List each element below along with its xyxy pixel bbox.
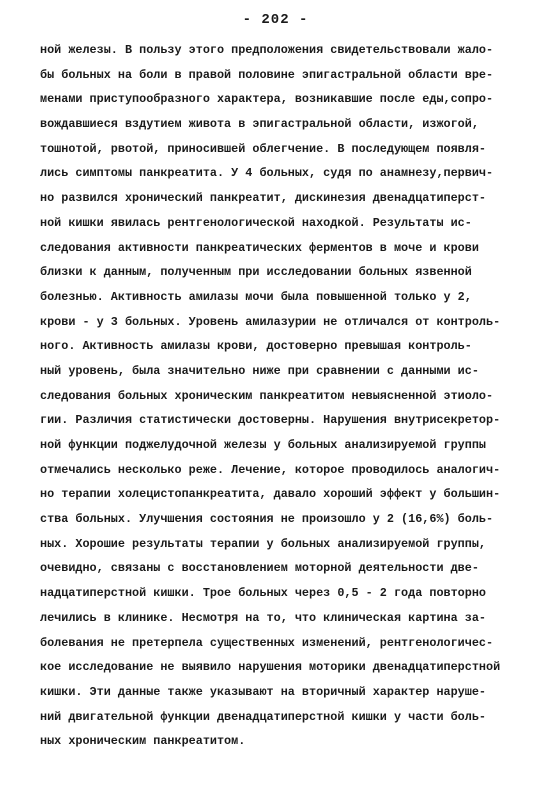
text-line: следования больных хроническим панкреатитом невыясненной этиоло- — [40, 388, 494, 403]
text-line: ной железы. В пользу этого предположения свидетельствовали жало- — [40, 43, 494, 57]
text-line: лечились в клинике. Несмотря на то, что клиническая картина за- — [40, 610, 486, 625]
text-line: очевидно, связаны с восстановлением моторной деятельности две- — [40, 561, 479, 576]
text-line: ный уровень, была значительно ниже при сравнении с данными ис- — [40, 363, 479, 378]
text-line: но развился хронический панкреатит, дискинезия двенадцатиперст- — [40, 191, 486, 206]
text-line: тошнотой, рвотой, приносившей облегчение. В последующем появля- — [40, 141, 486, 156]
text-line: ной кишки явилась рентгенологической находкой. Результаты ис- — [40, 215, 472, 230]
text-line: отмечались несколько реже. Лечение, которое проводилось аналогич- — [40, 462, 501, 477]
text-line: но терапии холецистопанкреатита, давало хороший эффект у большин- — [40, 487, 501, 502]
text-line: гии. Различия статистически достоверны. Нарушения внутрисекретор- — [40, 413, 501, 428]
text-line: лись симптомы панкреатита. У 4 больных, судя по анамнезу,первич- — [40, 166, 494, 181]
body-text — [40, 38, 520, 754]
text-line: кое исследование не выявило нарушения моторики двенадцатиперстной — [40, 660, 501, 675]
text-line: ной функции поджелудочной железы у больных анализируемой группы — [40, 438, 486, 452]
text-line: следования активности панкреатических ферментов в моче и крови — [40, 240, 479, 255]
text-line: надцатиперстной кишки. Трое больных через 0,5 - 2 года повторно — [40, 586, 486, 601]
text-line: ных. Хорошие результаты терапии у больных анализируемой группы, — [40, 536, 486, 551]
text-line: ных хроническим панкреатитом. — [40, 734, 246, 749]
text-line: менами приступообразного характера, возникавшие после еды,сопро- — [40, 92, 494, 107]
text-line: ного. Активность амилазы крови, достоверно превышая контроль- — [40, 339, 472, 354]
text-line: ний двигательной функции двенадцатиперстной кишки у части боль- — [40, 709, 486, 724]
page-number: - 202 - — [242, 12, 309, 28]
text-line: кишки. Эти данные также указывают на вторичный характер наруше- — [40, 684, 486, 699]
text-line: болевания не претерпела существенных изменений, рентгенологичес- — [40, 635, 494, 650]
text-line: болезнью. Активность амилазы мочи была повышенной только у 2, — [40, 289, 472, 304]
text-line: вождавшиеся вздутием живота в эпигастральной области, изжогой, — [40, 117, 479, 132]
text-line: крови - у 3 больных. Уровень амилазурии не отличался от контроль- — [40, 314, 501, 329]
text-line: бы больных на боли в правой половине эпигастральной области вре- — [40, 67, 494, 82]
text-line: близки к данным, полученным при исследовании больных язвенной — [40, 265, 472, 280]
text-line: ства больных. Улучшения состояния не произошло у 2 (16,6%) боль- — [40, 512, 494, 527]
